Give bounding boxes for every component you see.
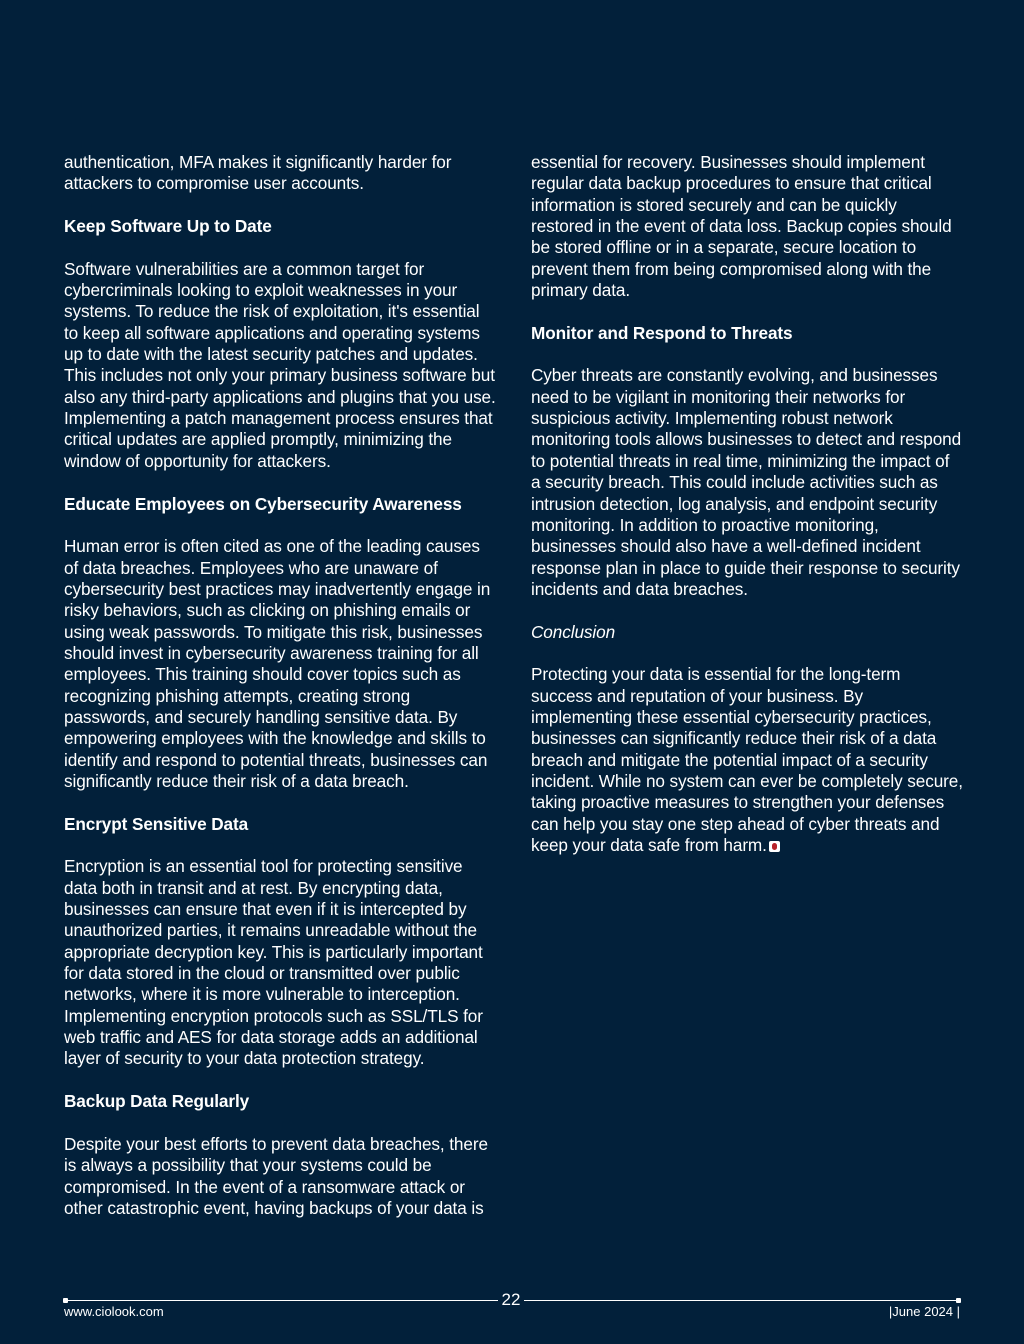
paragraph-educate: Human error is often cited as one of the leading causes of data breaches. Employees who are unaware of cybersecurity best practices may inadvertently engage in risky behaviors, such as clicking on phishing emails or using weak passwords. To mitigate this risk, businesses should invest in cybersecurity awareness training for all employees. This training should cover topics such as recognizing phishing attempts, creating strong passwords, and securely handling sensitive data. By empowering employees with the knowledge and skills to identify and respond to potential threats, businesses can significantly reduce their risk of a data breach. [64, 536, 491, 791]
heading-conclusion: Conclusion [531, 621, 616, 642]
heading-backup-data-regularly: Backup Data Regularly [64, 1091, 250, 1112]
footer-right-dot [956, 1298, 961, 1303]
paragraph-backup-continued: essential for recovery. Businesses should implement regular data backup procedures to ensure that critical information is stored securely and can be quickly restored in the event of data loss. Backup copies should be stored offline or in a separate, secure location to prevent them from being compromised along with the primary data. [531, 152, 952, 301]
footer-issue-date: |June 2024 | [888, 1304, 960, 1319]
footer-website: www.ciolook.com [64, 1304, 164, 1319]
paragraph-conclusion: Protecting your data is essential for the long-term success and reputation of your business. By implementing these essential cybersecurity practices, businesses can significantly reduce their risk of a data breach and mitigate the potential impact of a security incident. While no system can ever be completely secure, taking proactive measures to strengthen your defenses can help you stay one step ahead of cyber threats and keep your data safe from harm. [531, 664, 963, 855]
footer-divider-right [524, 1300, 960, 1301]
heading-educate-employees: Educate Employees on Cybersecurity Awareness [64, 493, 462, 514]
page-number: 22 [501, 1290, 521, 1309]
paragraph-backup: Despite your best efforts to prevent data breaches, there is always a possibility that your systems could be compromised. In the event of a ransomware attack or other catastrophic event, having backups of your data is [64, 1133, 488, 1218]
paragraph-encrypt: Encryption is an essential tool for protecting sensitive data both in transit and at rest. By encrypting data, businesses can ensure that even if it is intercepted by unauthorized parties, it remains unreadable without the appropriate decryption key. This is particularly important for data stored in the cloud or transmitted over public networks, where it is more vulnerable to interception. Implementing encryption protocols such as SSL/TLS for web traffic and AES for data storage adds an additional layer of security to your data protection strategy. [64, 856, 483, 1069]
paragraph-monitor: Cyber threats are constantly evolving, and businesses need to be vigilant in monitoring their networks for suspicious activity. Implementing robust network monitoring tools allows businesses to detect and respond to potential threats in real time, minimizing the impact of a security breach. This could include activities such as intrusion detection, log analysis, and endpoint security monitoring. In addition to proactive monitoring, businesses should also have a well-defined incident response plan in place to guide their response to security incidents and data breaches. [531, 365, 962, 599]
heading-encrypt-sensitive-data: Encrypt Sensitive Data [64, 813, 249, 834]
heading-monitor-and-respond: Monitor and Respond to Threats [531, 322, 793, 343]
paragraph-conclusion-wrapper [531, 664, 963, 856]
heading-keep-software-up-to-date: Keep Software Up to Date [64, 216, 272, 237]
article-end-logo-icon [769, 841, 780, 852]
left-column [64, 152, 496, 1241]
footer-divider-left [64, 1300, 498, 1301]
paragraph-software: Software vulnerabilities are a common target for cybercriminals looking to exploit weaknesses in your systems. To reduce the risk of exploitation, it's essential to keep all software applications and operating systems up to date with the latest security patches and updates. This includes not only your primary business software but also any third-party applications and plugins that you use. Implementing a patch management process ensures that critical updates are applied promptly, minimizing the window of opportunity for attackers. [64, 258, 496, 471]
right-column [531, 152, 963, 878]
paragraph-mfa: authentication, MFA makes it significantly harder for attackers to compromise user accounts. [64, 152, 452, 194]
